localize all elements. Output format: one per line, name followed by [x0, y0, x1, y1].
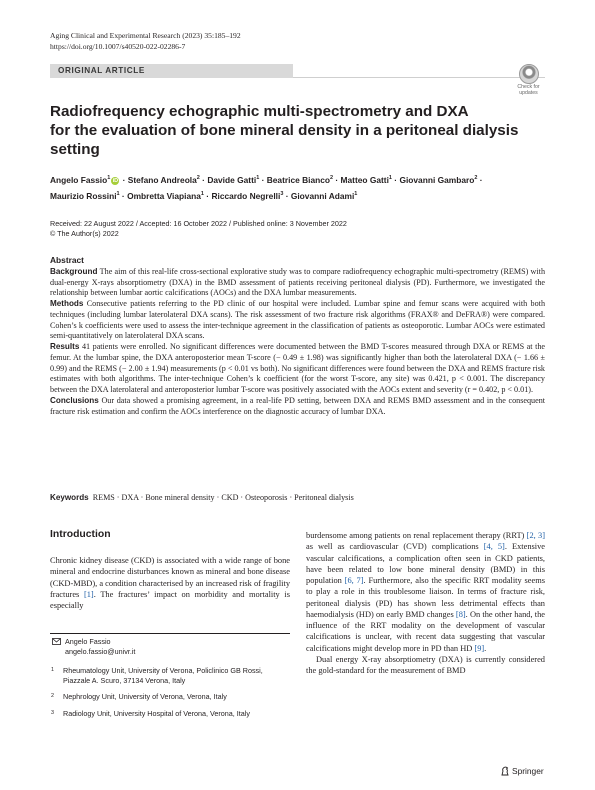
title-line: for the evaluation of bone mineral density in a peritoneal dialysis: [50, 122, 519, 139]
keywords-label: Keywords: [50, 493, 89, 502]
citation-link[interactable]: [2, 3]: [526, 531, 545, 540]
text-run: . The fractures’ impact on morbidity and mortality is especially: [50, 589, 290, 610]
author-name[interactable]: Giovanni Gambaro$^2$: [399, 174, 478, 185]
footnote-divider: [50, 633, 290, 634]
author-name[interactable]: Matteo Gatti$^1$: [340, 174, 392, 185]
paragraph: [306, 530, 545, 654]
affiliation-text: Nephrology Unit, University of Verona, Verona, Italy: [63, 692, 227, 701]
affiliation-number: 2: [51, 693, 54, 699]
author-separator: ·: [259, 174, 267, 185]
keywords-text: REMS · DXA · Bone mineral density · CKD · Osteoporosis · Peritoneal dialysis: [92, 493, 354, 502]
author-separator: ·: [477, 174, 483, 185]
correspondence: [52, 637, 135, 656]
header-divider: [293, 77, 545, 78]
affiliation-marker: 1: [107, 175, 111, 181]
copyright: © The Author(s) 2022: [50, 228, 119, 238]
check-updates-label-2: updates: [519, 90, 538, 96]
conclusions-label: Conclusions: [50, 395, 99, 405]
author-separator: ·: [391, 174, 400, 185]
citation-link[interactable]: [9]: [474, 643, 485, 653]
author-name[interactable]: Beatrice Bianco$^2$: [266, 174, 334, 185]
methods-text: Consecutive patients referring to the PD clinic of our hospital were included. Lumbar spine and femur scans were acquired with both techniques (including lumbar laterolateral DXA scans). The risk assessment of two fracture risk algorithms (FRAX® and DeFRA®) were compared. Cohen’s k coefficients were used to assess the inter-technique agreement in the classification of patients as osteoporotic. Lumbar AOCs were estimated semi-quantitatively on laterolateral DXA scans.: [50, 299, 546, 341]
affiliation-text: Rheumatology Unit, University of Verona, Policlinico GB Rossi, Piazzale A. Scuro, 37134 Verona, Italy: [63, 666, 263, 685]
results-label: Results: [50, 342, 80, 351]
right-column-text: [306, 530, 545, 676]
abstract-methods: [50, 299, 545, 342]
publisher-name: Springer: [512, 766, 544, 776]
check-updates-icon: [519, 64, 539, 84]
abstract-heading: Abstract: [50, 255, 84, 265]
author-separator: ·: [199, 174, 208, 185]
abstract-results: [50, 342, 545, 396]
text-run: as well as cardiovascular (CVD) complications: [306, 542, 484, 552]
journal-header: [50, 30, 241, 52]
article-type-badge: ORIGINAL ARTICLE: [50, 64, 293, 78]
affiliation: [50, 666, 290, 685]
methods-label: Methods: [50, 299, 84, 308]
affiliation: [50, 709, 290, 719]
check-updates-label-1: Check for: [517, 84, 540, 90]
author-separator: ·: [203, 190, 212, 201]
text-run: .: [484, 643, 487, 653]
author-list: [50, 171, 545, 203]
author-separator: ·: [119, 190, 128, 201]
affiliation-marker: 1: [200, 190, 204, 197]
affiliation-marker: 1: [116, 190, 120, 197]
author-separator: ·: [283, 190, 291, 201]
text-run: . Extensive vascular calcifications, a complication often seen in CKD patients, have been related to low bone mineral density (BMD) in this population: [306, 542, 545, 585]
affiliation-marker: 1: [256, 175, 260, 181]
title-line: setting: [50, 141, 100, 158]
keywords: [50, 492, 545, 503]
affiliation-number: 3: [51, 710, 54, 716]
paragraph: Dual energy X-ray absorptiometry (DXA) is currently considered the gold-standard for the measurement of BMD: [306, 654, 545, 675]
abstract: [50, 255, 545, 417]
citation-link[interactable]: [8]: [455, 609, 466, 619]
author-name[interactable]: Davide Gatti$^1$: [207, 174, 260, 185]
publication-dates: [50, 219, 347, 238]
affiliation-marker: 2: [196, 175, 200, 181]
orcid-icon[interactable]: iD: [112, 177, 119, 184]
abstract-conclusions: [50, 396, 545, 418]
corresponding-author-name: Angelo Fassio: [65, 637, 111, 646]
citation-link[interactable]: [4, 5]: [483, 542, 505, 552]
author-name[interactable]: Ombretta Viapiana$^1$: [127, 190, 204, 201]
left-column-text: [50, 555, 290, 611]
doi-link[interactable]: https://doi.org/10.1007/s40520-022-02286-7: [50, 42, 186, 51]
date-history: Received: 22 August 2022 / Accepted: 16 October 2022 / Published online: 3 November 2022: [50, 219, 347, 228]
text-run: . On the other hand, the influence of the RRT modality on the development of vascular calcifications is unclear, with recent data suggesting that vascular calcifications might develop more in PD than HD: [306, 609, 545, 653]
author-line: [50, 171, 545, 187]
affiliation-marker: 2: [330, 175, 334, 181]
corresponding-author-email[interactable]: angelo.fassio@univr.it: [65, 646, 136, 656]
background-text: The aim of this real-life cross-sectional explorative study was to compare radiofrequency echographic multi-spectrometry (REMS) with dual-energy X-rays absorptiometry (DXA) in the BMD assessment of patients receiving peritoneal dialysis (PD). Furthermore, we investigated the relationship between lumbar aortic calcifications (AOCs) and the DXA lumbar measurements.: [50, 266, 546, 298]
citation-link[interactable]: [1]: [83, 589, 94, 599]
author-name[interactable]: Maurizio Rossini$^1$: [50, 190, 120, 201]
affiliation-marker: 2: [474, 175, 478, 181]
section-heading-introduction: Introduction: [50, 529, 111, 540]
affiliation: [50, 692, 290, 702]
springer-horse-icon: [500, 766, 510, 778]
author-name[interactable]: Angelo Fassio$^1$ iD: [50, 174, 119, 185]
journal-citation: Aging Clinical and Experimental Research (2023) 35:185–192: [50, 31, 241, 40]
author-name[interactable]: Riccardo Negrelli$^3$: [211, 190, 284, 201]
results-text: 41 patients were enrolled. No significant differences were documented between the BMD T-scores measured through DXA or REMS at the femur. At the lumbar spine, the DXA anteroposterior mean T-score (− 0.49 ± 1.98) was significantly higher than both the laterolateral DXA (− 1.66 ± 0.99) and the REMS (− 2.00 ± 1.94) measurements (p < 0.01 vs both). No significant differences were found between the DXA and REMS fracture risk estimates with both algorithms. The inter-technique Cohen’s k coefficient (for the worst T-score, any site) was 0.421, p < 0.001. The discrepancy between the DXA laterolateral and anteroposterior lumbar T-score was positively associated with the AOCs extent and severity (r = 0.402, p < 0.01).: [50, 342, 546, 394]
envelope-icon: [52, 638, 61, 648]
article-title: [50, 102, 520, 159]
author-name[interactable]: Giovanni Adami$^1$: [290, 190, 358, 201]
background-label: Background: [50, 266, 98, 276]
affiliation-text: Radiology Unit, University Hospital of Verona, Verona, Italy: [63, 709, 250, 718]
author-line: [50, 187, 545, 203]
author-separator: ·: [333, 174, 341, 185]
citation-link[interactable]: [6, 7]: [344, 576, 364, 585]
affiliation-marker: 3: [280, 190, 284, 197]
conclusions-text: Our data showed a promising agreement, in a real-life PD setting, between DXA and REMS BMD assessment and in the consequent fracture risk estimation and confirm the AOCs interference on the diagnostic accuracy of lumbar DXA.: [50, 395, 546, 416]
affiliation-marker: 1: [388, 175, 392, 181]
affiliation-number: 1: [51, 667, 54, 673]
publisher-logo: [500, 766, 544, 778]
author-name[interactable]: Stefano Andreola$^2$: [127, 174, 200, 185]
affiliation-marker: 1: [354, 190, 358, 197]
text-run: Chronic kidney disease (CKD) is associated with a wide range of bone mineral and endocrine disturbances known as mineral and bone disease (CKD-MBD), a condition characterised by an increased risk of fragility fractures: [50, 556, 291, 599]
abstract-background: [50, 267, 545, 299]
text-run: burdensome among patients on renal replacement therapy (RRT): [306, 531, 527, 540]
author-separator: ·: [120, 174, 128, 185]
title-line: Radiofrequency echographic multi-spectrometry and DXA: [50, 103, 469, 120]
text-run: . Furthermore, also the specific RRT modality seems to play a role in this troublesome liaison. In terms of fracture risk, peritoneal dialysis (PD) has shown less detrimental effects than haemodialysis (HD) on early BMD changes: [306, 576, 545, 619]
check-for-updates-button[interactable]: [512, 64, 545, 96]
paragraph: [50, 555, 290, 611]
